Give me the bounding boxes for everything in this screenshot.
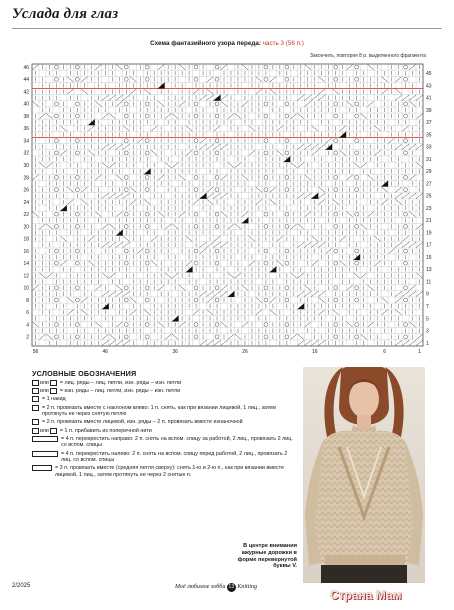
k2tog-left-symbol (32, 405, 39, 411)
row-number-right: 41 (426, 95, 432, 102)
page-number: 13 (228, 584, 235, 590)
row-number-left: 12 (23, 273, 29, 280)
row-number-right: 45 (426, 71, 432, 78)
row-number-right: 9 (426, 291, 429, 298)
row-number-right: 7 (426, 303, 429, 310)
legend-text: = изн. ряды – лиц. петли, изн. ряды – изн. петли (59, 388, 181, 395)
legend-title: УСЛОВНЫЕ ОБОЗНАЧЕНИЯ (32, 369, 137, 378)
row-number-left: 14 (23, 261, 29, 268)
cross-right-symbol (32, 436, 58, 442)
legend-item (32, 388, 294, 395)
legend-text: = 4 п. перекрестить налево: 2 п. снять на вспом. спицу перед работой, 2 лиц., провязать 2 лиц. со вспом. спицы (61, 450, 288, 464)
legend-item (32, 419, 294, 426)
row-number-right: 1 (426, 340, 429, 347)
row-number-right: 17 (426, 242, 432, 249)
legend-symbols (32, 428, 57, 435)
sk2p-symbol (32, 465, 52, 471)
legend-item (32, 436, 294, 449)
chart-note: Закончить, повторяя 8 р. выделенного фрагмента (309, 53, 426, 59)
purl-stitch-symbol (50, 380, 57, 386)
row-number-left: 18 (23, 236, 29, 243)
section-name: Knitting (237, 584, 257, 590)
row-number-left: 40 (23, 101, 29, 108)
legend-item (32, 396, 294, 403)
page-title: Услада для глаз (12, 6, 119, 22)
row-number-right: 5 (426, 316, 429, 323)
legend-text: = 4 п. перекрестить направо: 2 п. снять на вспом. спицу за работой, 2 лиц., провязать 2 лиц. со вспом. спицы (61, 435, 293, 449)
row-number-right: 31 (426, 156, 432, 163)
legend-item (32, 465, 294, 478)
row-number-left: 38 (23, 113, 29, 120)
legend-text: = лиц. ряды – лиц. петли, изн. ряды – изн. петли (59, 380, 182, 386)
row-number-right: 19 (426, 230, 432, 237)
row-number-left: 24 (23, 199, 29, 206)
row-number-right: 13 (426, 267, 432, 274)
row-number-left: 30 (23, 162, 29, 169)
legend-text: = 1 накид (42, 396, 66, 403)
k2tog-right-symbol (32, 419, 39, 425)
legend-text: = 2 п. провязать вместе лицевой, изн. ряды – 2 п. провязать вместе изнаночной (42, 419, 243, 426)
legend-or: или (40, 380, 49, 386)
photo-caption: В центре внимания ажурные дорожки в форме перевернутой буквы V. (237, 543, 297, 570)
stitch-number: 16 (311, 349, 318, 355)
row-number-left: 32 (23, 150, 29, 157)
row-number-right: 11 (426, 279, 432, 286)
row-number-right: 39 (426, 107, 432, 114)
legend-symbols (32, 436, 58, 442)
row-number-left: 2 (26, 334, 29, 341)
row-number-left: 16 (23, 248, 29, 255)
chart-grid (32, 64, 423, 346)
stitch-number: 46 (102, 349, 109, 355)
knit-stitch-symbol (32, 380, 39, 386)
legend-symbols (32, 388, 57, 395)
legend (32, 380, 294, 480)
row-number-left: 36 (23, 126, 29, 133)
issue-number: 2/2025 (12, 583, 31, 589)
row-number-left: 44 (23, 77, 29, 84)
row-number-right: 21 (426, 218, 432, 225)
row-number-left: 46 (23, 64, 29, 71)
row-number-right: 3 (426, 328, 429, 335)
legend-item (32, 451, 294, 464)
row-number-right: 33 (426, 144, 432, 151)
chart-heading-part: часть 3 (56 п.) (262, 40, 304, 47)
row-number-left: 4 (26, 322, 29, 329)
sweater-photo (303, 367, 425, 583)
stitch-number: 26 (242, 349, 248, 355)
row-number-left: 10 (23, 285, 29, 292)
increase-left-symbol (32, 428, 39, 434)
legend-or: или (40, 388, 49, 395)
legend-item (32, 405, 294, 418)
row-number-left: 8 (26, 297, 29, 304)
knit-stitch-symbol (50, 388, 57, 394)
legend-symbols (32, 396, 39, 402)
row-number-right: 35 (426, 132, 432, 139)
row-number-right: 15 (426, 254, 432, 261)
row-number-left: 34 (23, 138, 29, 145)
legend-item (32, 380, 294, 387)
legend-text: = 3 п. провязать вместе (средняя петля сверху): снять 1-ю и 2-ю п., как при вязании вместе лицевой, 1 лиц., затем протянуть ее через 2 снятые п. (55, 465, 285, 478)
legend-symbols (32, 380, 57, 387)
magazine-name: Моё любимое хобби (175, 584, 226, 590)
legend-symbols (32, 451, 58, 457)
row-number-right: 43 (426, 83, 432, 90)
row-number-right: 29 (426, 169, 432, 176)
row-number-left: 22 (23, 212, 29, 219)
row-number-right: 37 (426, 120, 432, 127)
stitch-number: 6 (383, 349, 386, 355)
row-number-left: 42 (23, 89, 29, 96)
legend-symbols (32, 465, 52, 471)
increase-right-symbol (50, 428, 57, 434)
yarn-over-symbol (32, 396, 39, 402)
legend-or: или (40, 427, 49, 434)
watermark-logo: Страна Мам (330, 588, 402, 602)
stitch-number: 1 (418, 349, 421, 355)
row-number-left: 6 (26, 310, 29, 317)
row-number-right: 23 (426, 205, 432, 212)
chart-heading-main: Схема фантазийного узора переда: (150, 40, 261, 47)
footer-magazine (175, 583, 257, 592)
row-number-right: 25 (426, 193, 432, 200)
purl-stitch-symbol (32, 388, 39, 394)
legend-symbols (32, 419, 39, 425)
legend-text: = 1 п. прибавить из поперечной нити (59, 427, 152, 434)
cross-left-symbol (32, 451, 58, 457)
row-number-left: 26 (23, 187, 29, 194)
legend-text: = 2 п. провязать вместе с наклоном влево: 1 п. снять, как при вязании лицевой, 1 лиц., затем протянуть ее через снятую петлю (42, 404, 276, 418)
stitch-number: 56 (32, 349, 39, 355)
row-number-right: 27 (426, 181, 432, 188)
legend-item (32, 428, 294, 435)
stitch-number: 36 (172, 349, 178, 355)
legend-symbols (32, 405, 39, 411)
row-number-left: 28 (23, 175, 29, 182)
row-number-left: 20 (23, 224, 29, 231)
